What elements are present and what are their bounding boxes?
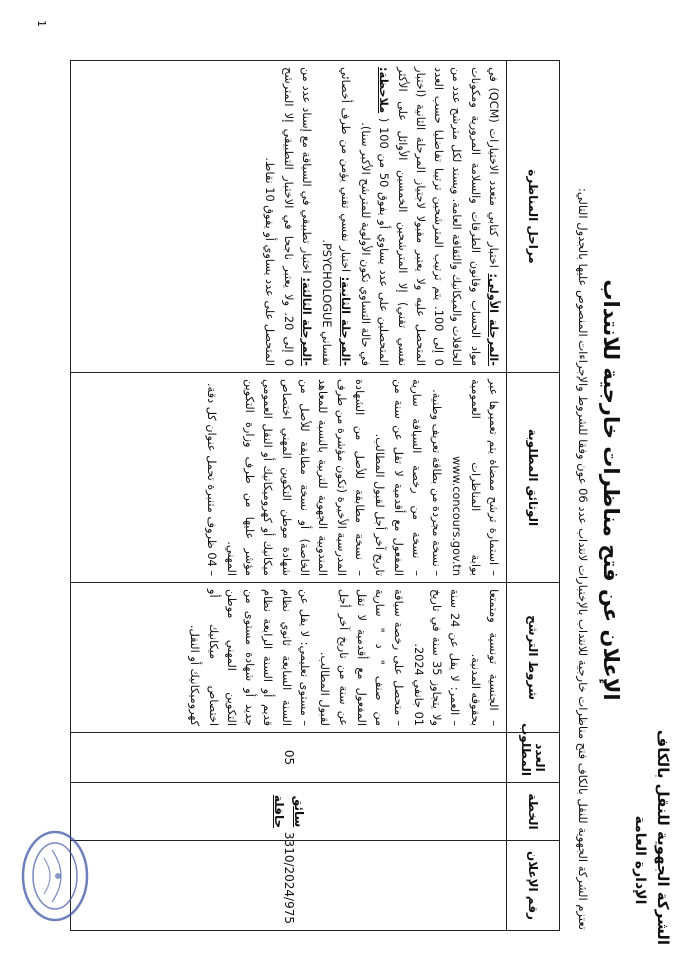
- document-item: – نسخة من رخصة السياقة سارية المفعول مع أقدمية لا تقل عن سنة من تاريخ آخر أجل لقبول المطالب.: [373, 379, 423, 576]
- stage-1-note-text: في حالة التساوي تكون الأولوية للمترشح الأكبر سنا).: [358, 122, 372, 366]
- stage-2-label: -المرحلة الثانية:: [338, 276, 352, 366]
- stage-3-label: -المرحلة الثالثة:: [300, 277, 314, 366]
- condition-item: – العمر: لا يقل عن 24 سنة ولا يتجاوز 35 سنة في تاريخ 01 جانفي 2024.: [411, 589, 462, 727]
- recruitment-table: [70, 60, 560, 931]
- condition-item: – الجنسية تونسية ومتمتعا بحقوقه المدنية.: [468, 589, 500, 726]
- document-item: – استمارة ترشح ممضاة يتم تعميرها عبر بوابة المناظرات العمومية www.concours.gov.tn: [450, 379, 500, 576]
- stage-2: [317, 67, 354, 366]
- stage-1-text: اختبار كتابي متعدد الاختيارات (QCM) في مواد الحساب وقانون الطرقات والسلامة المرورية ومكونات الحافلات والميكانيك والثقافة العامة. ويسند لكل مترشح عدد من 0 إلى 100. يتم ترتيب المترشحين ترتيبا تفاضليا حسب العدد المتحصل عليه ولا يعتبر مقبولا لاجتياز المرحلة الثانية (اختبار نفسي تقني) إلا المترشحين الخمسين الأوائل على الأكثر المتحصلين على عدد يساوي أو يفوق 50 من 100 (: [377, 67, 500, 366]
- intro-paragraph: تعتزم الشركة الجهوية للنقل بالكاف فتح مناظرات خارجية للانتداب بالإختبارات لانتداب عدد 06 عون وفقا للشروط والإجراءات المنصوص عليها بالجدول التالي:: [576, 187, 590, 930]
- header-stages: مراحل المناظرة: [507, 61, 560, 373]
- table-header-row: [507, 61, 560, 931]
- cell-conditions: [71, 583, 507, 733]
- stage-1-note-label: ملاحظة:: [377, 67, 391, 114]
- table-row: [71, 61, 507, 931]
- official-stamp-icon: [20, 830, 90, 922]
- stage-1: [356, 67, 502, 366]
- stage-3-text: اختبار تطبيقي في السياقة مع إسناد عدد من 0 إلى 20. ولا يعتبر ناجحا في الاختبار التطبيقي إلا المترشح المتحصل على عدد يساوي أو يفوق 10 نقاط.: [263, 67, 314, 367]
- document-item: – 04 ظروف متنبرة تحمل عنوان كل دقة.: [204, 383, 218, 576]
- stage-1-label: -المرحلة الأولى:: [487, 273, 500, 366]
- header-documents: الوثائق المطلوبة: [507, 373, 560, 583]
- cell-ref: [71, 831, 507, 931]
- directorate-name: الإدارة العامة: [632, 815, 648, 905]
- header-ref: رقم الإعلان: [507, 841, 560, 931]
- cell-count: [71, 733, 507, 783]
- page-number: 1: [35, 20, 48, 27]
- positions-count: 05: [282, 749, 297, 766]
- document-title: الإعلان عن فتح مناظرات خارجية للانتداب: [599, 279, 623, 701]
- header-conditions: شروط الترشح: [507, 583, 560, 733]
- organization-name: الشركة الجهوية للنقل بالكاف: [654, 729, 672, 945]
- announcement-ref: 3310/2024/975: [282, 831, 297, 924]
- document-item: – نسخة مجردة من بطاقة تعريف وطنية.: [430, 389, 444, 576]
- condition-item: – مستوى تعليمي: لا يقل عن السنة السابعة ثانوي نظام قديم أو السنة الرابعة نظام جديد أو شهادة مستوى من التكوين المهني موطن اختصاص ميكانيك أو كهروميكانيك أو النقل.: [188, 589, 312, 726]
- stage-2-text: اختبار نفسي تقني يؤمن من طرف أخصائي نفساني PSYCHOLOGUE.: [320, 67, 352, 366]
- header-grade: الخطة: [507, 783, 560, 841]
- document-item: – نسخة مطابقة للأصل من الشهادة المدرسية الأخيرة (تكون مؤشرة من طرف المندوبية الجهوية للتربية بالنسبة للمعاهد الخاصة) أو نسخة مطابقة للأصل من شهادة موطن التكوين المهني اختصاص ميكانيك أو كهروميكانيك أو النقل العمومي مؤشر عليها من طرف وزارة التكوين المهني.: [224, 379, 366, 576]
- condition-item: – متحصل على رخصة سياقة من صنف " د " سارية المفعول مع أقدمية لا تقل عن سنة من تاريخ آخر أجل لقبول المطالب.: [318, 589, 405, 726]
- cell-stages: [71, 61, 507, 373]
- header-count: العدد المطلوب: [507, 733, 560, 783]
- grade-name: سائق حافلة: [272, 794, 306, 829]
- stage-3: [260, 67, 315, 366]
- cell-documents: [71, 373, 507, 583]
